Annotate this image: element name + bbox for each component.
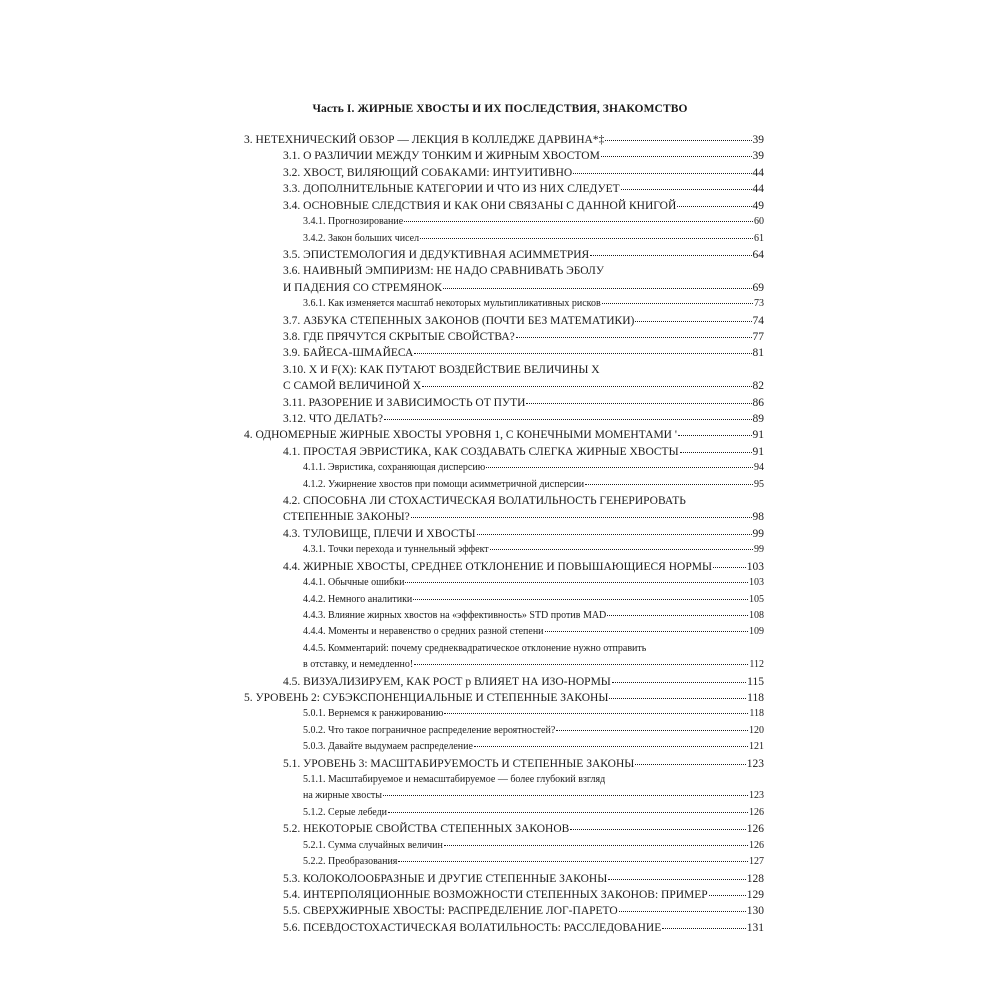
- toc-leader-dots: [621, 189, 752, 190]
- toc-page-number: 99: [752, 527, 764, 540]
- toc-entry[interactable]: [283, 903, 764, 919]
- toc-leader-dots: [607, 615, 748, 616]
- toc-page-number: 121: [749, 741, 764, 753]
- toc-entry-title: 3. НЕТЕХНИЧЕСКИЙ ОБЗОР — ЛЕКЦИЯ В КОЛЛЕДЖЕ ДАРВИНА*‡: [244, 134, 605, 146]
- toc-page-number: 98: [752, 511, 764, 524]
- toc-page-number: 112: [749, 659, 764, 671]
- toc-entry[interactable]: [303, 592, 764, 608]
- toc-page-number: 131: [746, 921, 764, 934]
- toc-leader-dots: [384, 419, 752, 420]
- toc-entry[interactable]: [303, 542, 764, 558]
- toc-entry[interactable]: [303, 624, 764, 640]
- toc-page-number: 91: [752, 445, 764, 458]
- toc-leader-dots: [680, 452, 752, 453]
- toc-entry-title: 4. ОДНОМЕРНЫЕ ЖИРНЫЕ ХВОСТЫ УРОВНЯ 1, С КОНЕЧНЫМИ МОМЕНТАМИ ': [244, 429, 677, 442]
- toc-leader-dots: [619, 911, 746, 912]
- toc-entry[interactable]: [283, 493, 764, 509]
- toc-leader-dots: [477, 534, 752, 535]
- toc-page-number: 130: [746, 905, 764, 918]
- toc-entry[interactable]: [283, 280, 764, 296]
- toc-entry-title: 5.0.2. Что такое пограничное распределение вероятностей?: [303, 724, 556, 736]
- toc-entry-title: СТЕПЕННЫЕ ЗАКОНЫ?: [283, 511, 410, 524]
- toc-entry-title: 4.5. ВИЗУАЛИЗИРУЕМ, КАК РОСТ p ВЛИЯЕТ НА ИЗО-НОРМЫ: [283, 675, 611, 688]
- toc-entry-title: 3.1. О РАЗЛИЧИИ МЕЖДУ ТОНКИМ И ЖИРНЫМ ХВОСТОМ: [283, 150, 600, 163]
- toc-entry-title: 5.5. СВЕРХЖИРНЫЕ ХВОСТЫ: РАСПРЕДЕЛЕНИЕ ЛОГ-ПАРЕТО: [283, 905, 618, 918]
- toc-entry[interactable]: [303, 296, 764, 312]
- toc-page-number: 74: [752, 314, 764, 327]
- toc-entry[interactable]: [283, 198, 764, 214]
- toc-entry-title: 5.0.3. Давайте выдумаем распределение: [303, 741, 473, 753]
- toc-entry[interactable]: [283, 920, 764, 936]
- toc-page-number: 95: [754, 478, 764, 490]
- toc-entry-title: 3.8. ГДЕ ПРЯЧУТСЯ СКРЫТЫЕ СВОЙСТВА?: [283, 330, 515, 343]
- toc-leader-dots: [516, 337, 752, 338]
- toc-page-number: 108: [749, 609, 764, 621]
- toc-entry-title: 5.0.1. Вернемся к ранжированию: [303, 708, 444, 720]
- toc-leader-dots: [388, 812, 748, 813]
- toc-entry[interactable]: [303, 788, 764, 804]
- toc-entry-title: на жирные хвосты: [303, 790, 382, 802]
- toc-entry-title: 3.6.1. Как изменяется масштаб некоторых мультипликативных рисков: [303, 298, 601, 310]
- toc-entry[interactable]: [283, 329, 764, 345]
- toc-entry-title: 5.6. ПСЕВДОСТОХАСТИЧЕСКАЯ ВОЛАТИЛЬНОСТЬ: РАССЛЕДОВАНИЕ: [283, 921, 662, 934]
- toc-entry[interactable]: [283, 871, 764, 887]
- toc-entry[interactable]: [303, 641, 764, 657]
- toc-leader-dots: [490, 549, 753, 550]
- toc-entry-title: 5.2. НЕКОТОРЫЕ СВОЙСТВА СТЕПЕННЫХ ЗАКОНОВ: [283, 823, 570, 836]
- toc-leader-dots: [422, 386, 751, 387]
- toc-entry-title: 4.4.4. Моменты и неравенство о средних разной степени: [303, 626, 544, 638]
- toc-page-number: 126: [749, 806, 764, 818]
- toc-entry-title: 4.1.1. Эвристика, сохраняющая дисперсию: [303, 462, 486, 474]
- toc-leader-dots: [444, 845, 748, 846]
- toc-page-number: 81: [752, 347, 764, 360]
- toc-entry-title: 5.1. УРОВЕНЬ 3: МАСШТАБИРУЕМОСТЬ И СТЕПЕННЫЕ ЗАКОНЫ: [283, 757, 635, 770]
- toc-entry-title: 3.4.2. Закон больших чисел: [303, 232, 420, 244]
- toc-entry[interactable]: [283, 559, 764, 575]
- toc-page-number: 120: [749, 724, 764, 736]
- toc-entry-title: 3.12. ЧТО ДЕЛАТЬ?: [283, 413, 383, 425]
- toc-leader-dots: [526, 403, 751, 404]
- toc-entry-title: 3.4.1. Прогнозирование: [303, 216, 404, 228]
- toc-entry-title: 4.3. ТУЛОВИЩЕ, ПЛЕЧИ И ХВОСТЫ: [283, 527, 476, 540]
- toc-leader-dots: [573, 173, 751, 174]
- toc-entry-title: С САМОЙ ВЕЛИЧИНОЙ X: [283, 380, 422, 393]
- toc-leader-dots: [545, 631, 748, 632]
- toc-leader-dots: [605, 140, 751, 141]
- toc-page-number: 126: [749, 839, 764, 851]
- toc-entry-title: 3.4. ОСНОВНЫЕ СЛЕДСТВИЯ И КАК ОНИ СВЯЗАНЫ С ДАННОЙ КНИГОЙ: [283, 199, 677, 212]
- toc-entry[interactable]: [283, 526, 764, 542]
- toc-page-number: 115: [747, 675, 764, 688]
- toc-leader-dots: [570, 829, 745, 830]
- toc-entry[interactable]: [303, 838, 764, 854]
- toc-entry[interactable]: [244, 132, 764, 148]
- toc-leader-dots: [556, 730, 748, 731]
- toc-entry-title: 5.2.1. Сумма случайных величин: [303, 839, 443, 851]
- toc-leader-dots: [414, 664, 748, 665]
- toc-entry-title: 3.7. АЗБУКА СТЕПЕННЫХ ЗАКОНОВ (ПОЧТИ БЕЗ МАТЕМАТИКИ): [283, 314, 635, 327]
- toc-entry[interactable]: [303, 772, 764, 788]
- toc-leader-dots: [612, 682, 746, 683]
- toc-page-number: 77: [752, 330, 764, 343]
- toc-entry-title: 4.4.1. Обычные ошибки: [303, 577, 405, 589]
- toc-leader-dots: [609, 698, 746, 699]
- toc-page-number: 60: [754, 216, 764, 228]
- toc-leader-dots: [414, 353, 751, 354]
- toc-page-number: 103: [746, 560, 764, 573]
- toc-leader-dots: [413, 599, 748, 600]
- toc-entry-title: 3.6. НАИВНЫЙ ЭМПИРИЗМ: НЕ НАДО СРАВНИВАТЬ ЭБОЛУ: [283, 265, 604, 278]
- toc-page-number: 73: [754, 298, 764, 310]
- toc-page-number: 123: [749, 790, 764, 802]
- toc-page-number: 64: [752, 248, 764, 261]
- toc-entry[interactable]: [283, 263, 764, 279]
- toc-leader-dots: [405, 582, 748, 583]
- toc-entry-title: 3.11. РАЗОРЕНИЕ И ЗАВИСИМОСТЬ ОТ ПУТИ: [283, 396, 526, 409]
- toc-entry-title: 4.1.2. Ужирнение хвостов при помощи асимметричной дисперсии: [303, 478, 585, 490]
- toc-leader-dots: [585, 484, 753, 485]
- toc-leader-dots: [420, 238, 753, 239]
- toc-page-number: 39: [752, 150, 764, 163]
- toc-entry[interactable]: [303, 723, 764, 739]
- toc-leader-dots: [677, 206, 751, 207]
- toc-leader-dots: [662, 928, 746, 929]
- toc-entry[interactable]: [303, 477, 764, 493]
- toc-entry-title: в отставку, и немедленно!: [303, 659, 414, 671]
- toc-entry-title: 3.10. X И F(X): КАК ПУТАЮТ ВОЗДЕЙСТВИЕ ВЕЛИЧИНЫ X: [283, 363, 600, 376]
- toc-entry[interactable]: [303, 657, 764, 673]
- toc-page-number: 69: [752, 281, 764, 294]
- toc-entry[interactable]: [303, 231, 764, 247]
- toc-entry[interactable]: [283, 181, 764, 197]
- toc-entry[interactable]: [283, 362, 764, 378]
- toc-entry-title: И ПАДЕНИЯ СО СТРЕМЯНОК: [283, 281, 442, 294]
- toc-entry[interactable]: [283, 395, 764, 411]
- toc-page-number: 118: [747, 691, 764, 704]
- toc-page-number: 61: [754, 232, 764, 244]
- toc-entry[interactable]: [283, 165, 764, 181]
- toc-entry[interactable]: [283, 148, 764, 164]
- toc-entry-title: 4.4.3. Влияние жирных хвостов на «эффективность» STD против MAD: [303, 609, 607, 621]
- toc-leader-dots: [404, 221, 753, 222]
- toc-leader-dots: [444, 713, 748, 714]
- toc-page-number: 129: [746, 888, 764, 901]
- toc-entry-title: 4.2. СПОСОБНА ЛИ СТОХАСТИЧЕСКАЯ ВОЛАТИЛЬНОСТЬ ГЕНЕРИРОВАТЬ: [283, 495, 686, 507]
- toc-entry-title: 4.1. ПРОСТАЯ ЭВРИСТИКА, КАК СОЗДАВАТЬ СЛЕГКА ЖИРНЫЕ ХВОСТЫ: [283, 445, 679, 458]
- toc-page-number: 118: [749, 708, 764, 720]
- toc-page-number: 44: [752, 166, 764, 179]
- toc-leader-dots: [601, 156, 752, 157]
- toc-entry[interactable]: [283, 378, 764, 394]
- toc-entry[interactable]: [303, 805, 764, 821]
- part-title: Часть I. ЖИРНЫЕ ХВОСТЫ И ИХ ПОСЛЕДСТВИЯ, ЗНАКОМСТВО: [312, 103, 688, 115]
- toc-entry[interactable]: [303, 214, 764, 230]
- toc-leader-dots: [713, 567, 746, 568]
- toc-entry-title: 5.1.2. Серые лебеди: [303, 806, 388, 818]
- toc-entry-title: 4.4. ЖИРНЫЕ ХВОСТЫ, СРЕДНЕЕ ОТКЛОНЕНИЕ И ПОВЫШАЮЩИЕСЯ НОРМЫ: [283, 560, 712, 573]
- toc-page-number: 128: [746, 872, 764, 885]
- toc-entry-title: 5.2.2. Преобразования: [303, 856, 398, 867]
- toc-leader-dots: [602, 303, 753, 304]
- toc-entry[interactable]: [283, 247, 764, 263]
- toc-entry[interactable]: [303, 706, 764, 722]
- toc-page-number: 44: [752, 183, 764, 196]
- toc-leader-dots: [383, 795, 748, 796]
- toc-entry[interactable]: [303, 739, 764, 755]
- toc-leader-dots: [443, 288, 752, 289]
- toc-page-number: 103: [749, 577, 764, 589]
- toc-page-number: 127: [749, 856, 764, 867]
- toc-page-number: 94: [754, 462, 764, 474]
- toc-page-number: 82: [752, 380, 764, 393]
- toc-entry-title: 3.2. ХВОСТ, ВИЛЯЮЩИЙ СОБАКАМИ: ИНТУИТИВНО: [283, 166, 573, 179]
- toc-page-number: 126: [746, 823, 764, 836]
- toc-entry-title: 4.3.1. Точки перехода и туннельный эффект: [303, 544, 489, 556]
- toc-page-number: 91: [752, 429, 764, 442]
- toc-entry-title: 4.4.5. Комментарий: почему среднеквадратическое отклонение нужно отправить: [303, 642, 647, 654]
- toc-page-number: 39: [752, 134, 764, 146]
- toc-entry[interactable]: [283, 444, 764, 460]
- toc-entry[interactable]: [283, 411, 764, 427]
- toc-leader-dots: [474, 746, 748, 747]
- toc-entry[interactable]: [303, 460, 764, 476]
- toc-entry[interactable]: [303, 854, 764, 870]
- toc-leader-dots: [411, 517, 752, 518]
- toc-entry-title: 5. УРОВЕНЬ 2: СУБЭКСПОНЕНЦИАЛЬНЫЕ И СТЕПЕННЫЕ ЗАКОНЫ: [244, 691, 609, 704]
- toc-page-number: 49: [752, 199, 764, 212]
- toc-entry[interactable]: [303, 575, 764, 591]
- toc-entry[interactable]: [283, 313, 764, 329]
- toc-leader-dots: [635, 764, 745, 765]
- toc-entry[interactable]: [244, 427, 764, 443]
- toc-leader-dots: [635, 321, 751, 322]
- toc-entry[interactable]: [283, 345, 764, 361]
- toc-entry[interactable]: [303, 608, 764, 624]
- toc-leader-dots: [486, 467, 753, 468]
- toc-entry[interactable]: [283, 509, 764, 525]
- toc-page-number: 86: [752, 396, 764, 409]
- toc-leader-dots: [678, 435, 752, 436]
- toc-leader-dots: [608, 879, 746, 880]
- toc-leader-dots: [590, 255, 751, 256]
- toc-entry-title: 3.5. ЭПИСТЕМОЛОГИЯ И ДЕДУКТИВНАЯ АСИММЕТРИЯ: [283, 248, 590, 261]
- toc-page-number: 89: [752, 413, 764, 425]
- toc-leader-dots: [398, 861, 748, 862]
- toc-page-number: 105: [749, 593, 764, 605]
- toc-page-number: 109: [749, 626, 764, 638]
- toc-entry[interactable]: [283, 821, 764, 837]
- toc-entry-title: 5.3. КОЛОКОЛООБРАЗНЫЕ И ДРУГИЕ СТЕПЕННЫЕ ЗАКОНЫ: [283, 872, 608, 885]
- toc-entry-title: 3.9. БАЙЕСА-ШМАЙЕСА: [283, 347, 414, 360]
- toc-entry[interactable]: [244, 690, 764, 706]
- toc-page-number: 99: [754, 544, 764, 556]
- toc-page-number: 123: [746, 757, 764, 770]
- toc-leader-dots: [709, 895, 746, 896]
- toc-entry-title: 3.3. ДОПОЛНИТЕЛЬНЫЕ КАТЕГОРИИ И ЧТО ИЗ НИХ СЛЕДУЕТ: [283, 183, 620, 196]
- toc-entry-title: 5.1.1. Масштабируемое и немасштабируемое — более глубокий взгляд: [303, 774, 606, 785]
- toc-entry[interactable]: [283, 756, 764, 772]
- toc-entry-title: 4.4.2. Немного аналитики: [303, 593, 413, 605]
- toc-entry[interactable]: [283, 887, 764, 903]
- toc-entry[interactable]: [283, 674, 764, 690]
- toc-entry-title: 5.4. ИНТЕРПОЛЯЦИОННЫЕ ВОЗМОЖНОСТИ СТЕПЕННЫХ ЗАКОНОВ: ПРИМЕР: [283, 888, 708, 901]
